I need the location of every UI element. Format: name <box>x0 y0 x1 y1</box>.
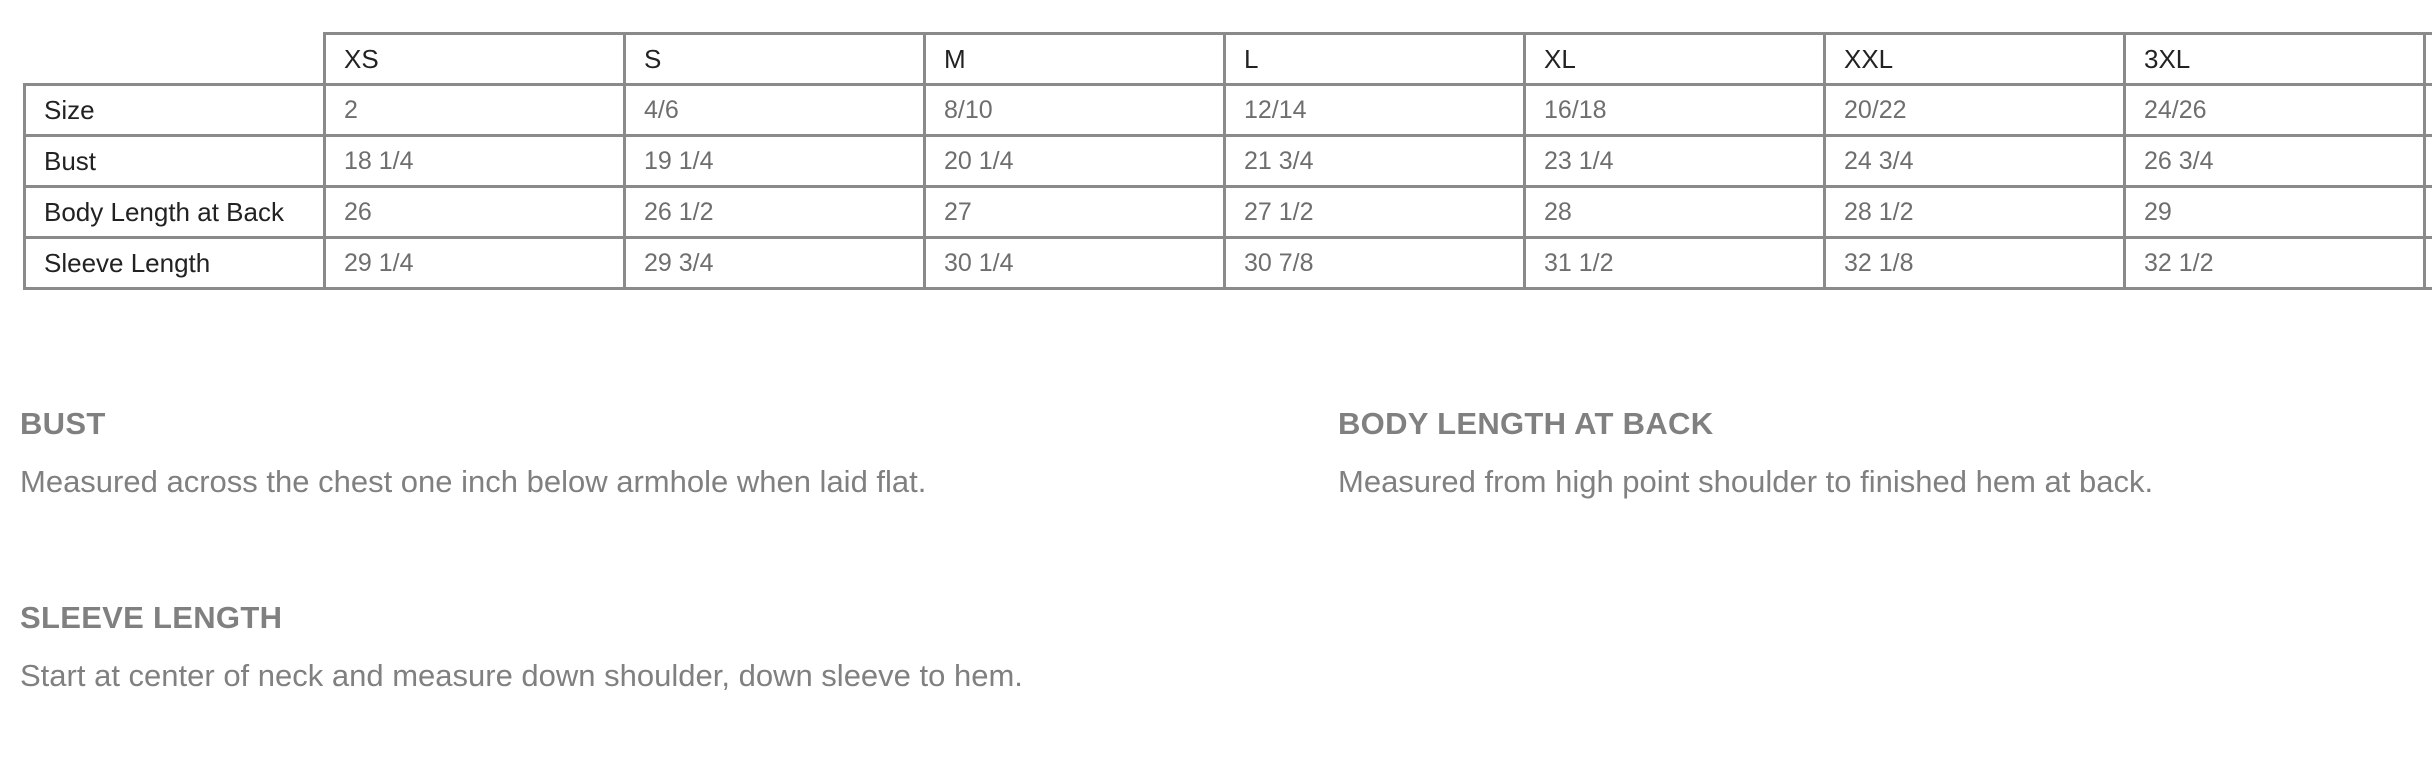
sleeve-length-guide <box>20 598 1023 696</box>
row-label-bust: Bust <box>25 136 325 187</box>
size-header-xs: XS <box>325 34 625 85</box>
table-cell: 8/10 <box>925 85 1225 136</box>
header-corner-cell <box>25 34 325 85</box>
table-cell: 26 3/4 <box>2125 136 2425 187</box>
size-header-m: M <box>925 34 1225 85</box>
table-cell <box>2425 187 2432 238</box>
table-row <box>25 238 2432 289</box>
size-header-s: S <box>625 34 925 85</box>
size-header-3xl: 3XL <box>2125 34 2425 85</box>
table-cell: 24 3/4 <box>1825 136 2125 187</box>
table-cell <box>2425 238 2432 289</box>
body-length-guide-title: BODY LENGTH AT BACK <box>1338 406 1714 441</box>
row-label-body-length: Body Length at Back <box>25 187 325 238</box>
table-cell <box>2425 136 2432 187</box>
table-cell: 18 1/4 <box>325 136 625 187</box>
sleeve-length-guide-description: Start at center of neck and measure down shoulder, down sleeve to hem. <box>20 658 1023 693</box>
size-chart-header <box>25 34 2432 85</box>
row-label-sleeve-length: Sleeve Length <box>25 238 325 289</box>
sleeve-length-guide-title: SLEEVE LENGTH <box>20 600 283 635</box>
table-cell <box>2425 85 2432 136</box>
table-cell: 31 1/2 <box>1525 238 1825 289</box>
table-cell: 12/14 <box>1225 85 1525 136</box>
table-cell: 29 <box>2125 187 2425 238</box>
table-cell: 28 <box>1525 187 1825 238</box>
table-row <box>25 187 2432 238</box>
table-cell: 20/22 <box>1825 85 2125 136</box>
table-cell: 2 <box>325 85 625 136</box>
body-length-guide-description: Measured from high point shoulder to finished hem at back. <box>1338 464 2154 499</box>
table-cell: 27 1/2 <box>1225 187 1525 238</box>
table-cell: 24/26 <box>2125 85 2425 136</box>
size-header-cutoff <box>2425 34 2432 85</box>
size-chart-body <box>25 85 2432 289</box>
bust-guide-description: Measured across the chest one inch below armhole when laid flat. <box>20 464 927 499</box>
table-cell: 19 1/4 <box>625 136 925 187</box>
size-header-l: L <box>1225 34 1525 85</box>
table-cell: 27 <box>925 187 1225 238</box>
table-cell: 30 1/4 <box>925 238 1225 289</box>
table-row <box>25 85 2432 136</box>
table-cell: 23 1/4 <box>1525 136 1825 187</box>
table-cell: 29 3/4 <box>625 238 925 289</box>
row-label-size: Size <box>25 85 325 136</box>
bust-guide <box>20 404 926 502</box>
size-header-xl: XL <box>1525 34 1825 85</box>
table-cell: 16/18 <box>1525 85 1825 136</box>
table-cell: 20 1/4 <box>925 136 1225 187</box>
table-cell: 32 1/8 <box>1825 238 2125 289</box>
table-cell: 28 1/2 <box>1825 187 2125 238</box>
table-cell: 29 1/4 <box>325 238 625 289</box>
bust-guide-title: BUST <box>20 406 106 441</box>
table-cell: 30 7/8 <box>1225 238 1525 289</box>
size-header-xxl: XXL <box>1825 34 2125 85</box>
table-cell: 21 3/4 <box>1225 136 1525 187</box>
table-cell: 32 1/2 <box>2125 238 2425 289</box>
size-header-row <box>25 34 2432 85</box>
table-cell: 4/6 <box>625 85 925 136</box>
size-chart-table <box>23 32 2432 290</box>
table-cell: 26 1/2 <box>625 187 925 238</box>
table-row <box>25 136 2432 187</box>
table-cell: 26 <box>325 187 625 238</box>
body-length-guide <box>1338 404 2153 502</box>
